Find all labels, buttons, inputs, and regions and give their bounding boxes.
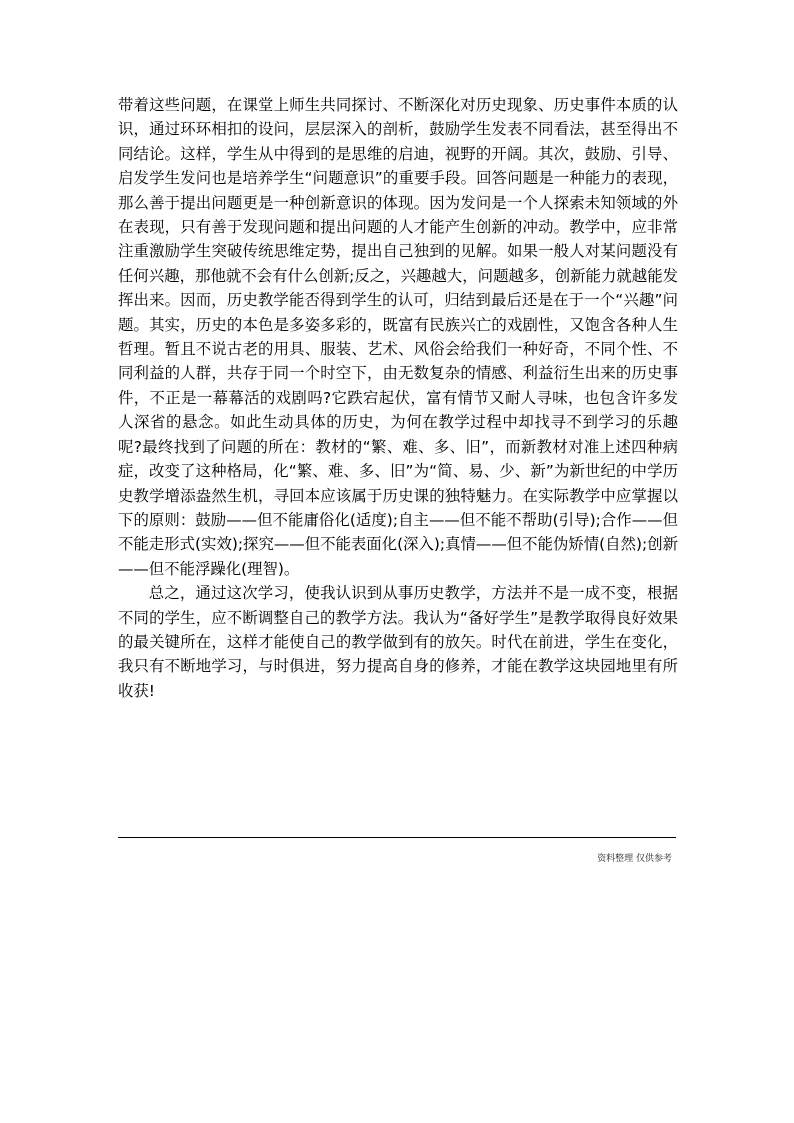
- footer-divider: [118, 837, 676, 838]
- paragraph: 带着这些问题，在课堂上师生共同探讨、不断深化对历史现象、历史事件本质的认识，通过环环相扣的设问，层层深入的剖析，鼓励学生发表不同看法，甚至得出不同结论。这样，学生从中得到的是思维的启迪，视野的开阔。其次，鼓励、引导、启发学生发问也是培养学生“问题意识”的重要手段。回答问题是一种能力的表现，那么善于提出问题更是一种创新意识的体现。因为发问是一个人探索未知领域的外在表现，只有善于发现问题和提出问题的人才能产生创新的冲动。教学中，应非常注重激励学生突破传统思维定势，提出自己独到的见解。如果一般人对某问题没有任何兴趣，那他就不会有什么创新;反之，兴趣越大，问题越多，创新能力就越能发挥出来。因而，历史教学能否得到学生的认可，归结到最后还是在于一个“兴趣”问题。其实，历史的本色是多姿多彩的，既富有民族兴亡的戏剧性，又饱含各种人生哲理。暂且不说古老的用具、服装、艺术、风俗会给我们一种好奇，不同个性、不同利益的人群，共存于同一个时空下，由无数复杂的情感、利益衍生出来的历史事件，不正是一幕幕活的戏剧吗?它跌宕起伏，富有情节又耐人寻味，也包含许多发人深省的悬念。如此生动具体的历史，为何在教学过程中却找寻不到学习的乐趣呢?最终找到了问题的所在：教材的“繁、难、多、旧”，而新教材对准上述四种病症，改变了这种格局，化“繁、难、多、旧”为“简、易、少、新”为新世纪的中学历史教学增添盎然生机，寻回本应该属于历史课的独特魅力。在实际教学中应掌握以下的原则：鼓励——但不能庸俗化(适度);自主——但不能不帮助(引导);合作——但不能走形式(实效);探究——但不能表面化(深入);真情——但不能伪矫情(自然);创新——但不能浮躁化(理智)。: [118, 96, 678, 578]
- body-text: [118, 93, 678, 703]
- paragraph: 总之，通过这次学习，使我认识到从事历史教学，方法并不是一成不变，根据不同的学生，应不断调整自己的教学方法。我认为“备好学生”是教学取得良好效果的最关键所在，这样才能使自己的教学做到有的放矢。时代在前进，学生在变化，我只有不断地学习，与时俱进，努力提高自身的修养，才能在教学这块园地里有所收获!: [118, 584, 678, 700]
- footer-note: 资料整理 仅供参考: [597, 854, 672, 864]
